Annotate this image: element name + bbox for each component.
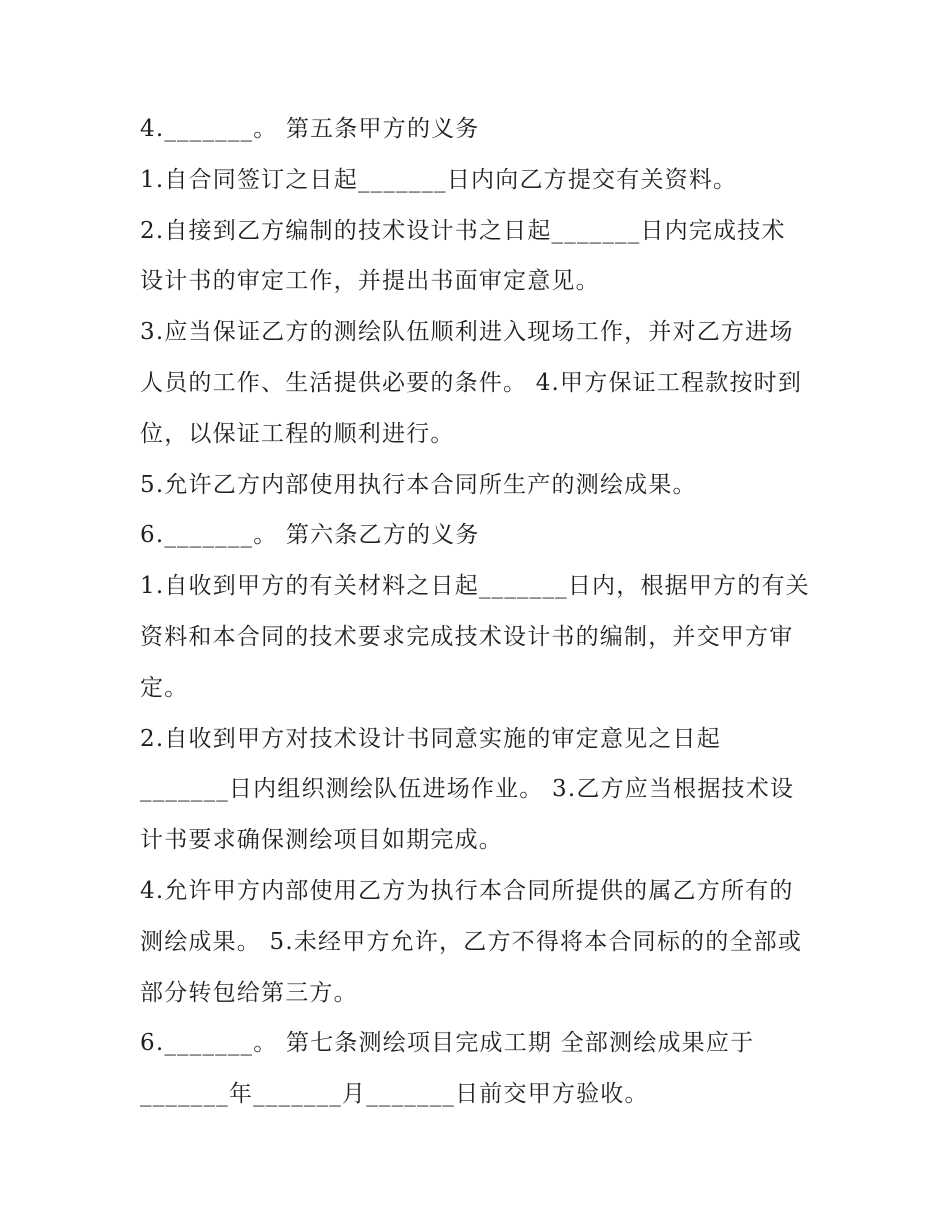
text-line: 6._______。 第六条乙方的义务 [140, 522, 480, 549]
text-line: 4.允许甲方内部使用乙方为执行本合同所提供的属乙方所有的 [140, 877, 794, 904]
text-line: 定。 [140, 674, 189, 701]
text-line: 人员的工作、生活提供必要的条件。 4.甲方保证工程款按时到 [140, 369, 803, 396]
text-line: 2.自接到乙方编制的技术设计书之日起_______日内完成技术 [140, 217, 786, 244]
text-line: 6._______。 第七条测绘项目完成工期 全部测绘成果应于 [140, 1030, 755, 1057]
text-line: 部分转包给第三方。 [140, 979, 358, 1006]
text-line: 测绘成果。 5.未经甲方允许，乙方不得将本合同标的的全部或 [140, 928, 803, 955]
text-line: 资料和本合同的技术要求完成技术设计书的编制，并交甲方审 [140, 623, 794, 650]
text-line: 1.自收到甲方的有关材料之日起_______日内，根据甲方的有关 [140, 573, 810, 600]
text-line: 4._______。 第五条甲方的义务 [140, 116, 480, 142]
text-line: 计书要求确保测绘项目如期完成。 [140, 827, 503, 854]
text-line: 3.应当保证乙方的测绘队伍顺利进入现场工作，并对乙方进场 [140, 319, 794, 346]
text-line: 5.允许乙方内部使用执行本合同所生产的测绘成果。 [140, 471, 697, 498]
contract-body [140, 104, 830, 1120]
text-line: 设计书的审定工作，并提出书面审定意见。 [140, 268, 600, 295]
text-line: 2.自收到甲方对技术设计书同意实施的审定意见之日起 [140, 725, 721, 752]
text-line: _______年_______月_______日前交甲方验收。 [140, 1081, 649, 1108]
text-line: 1.自合同签订之日起_______日内向乙方提交有关资料。 [140, 166, 738, 193]
text-line: 位，以保证工程的顺利进行。 [140, 420, 455, 447]
text-line: _______日内组织测绘队伍进场作业。 3.乙方应当根据技术设 [140, 776, 795, 803]
